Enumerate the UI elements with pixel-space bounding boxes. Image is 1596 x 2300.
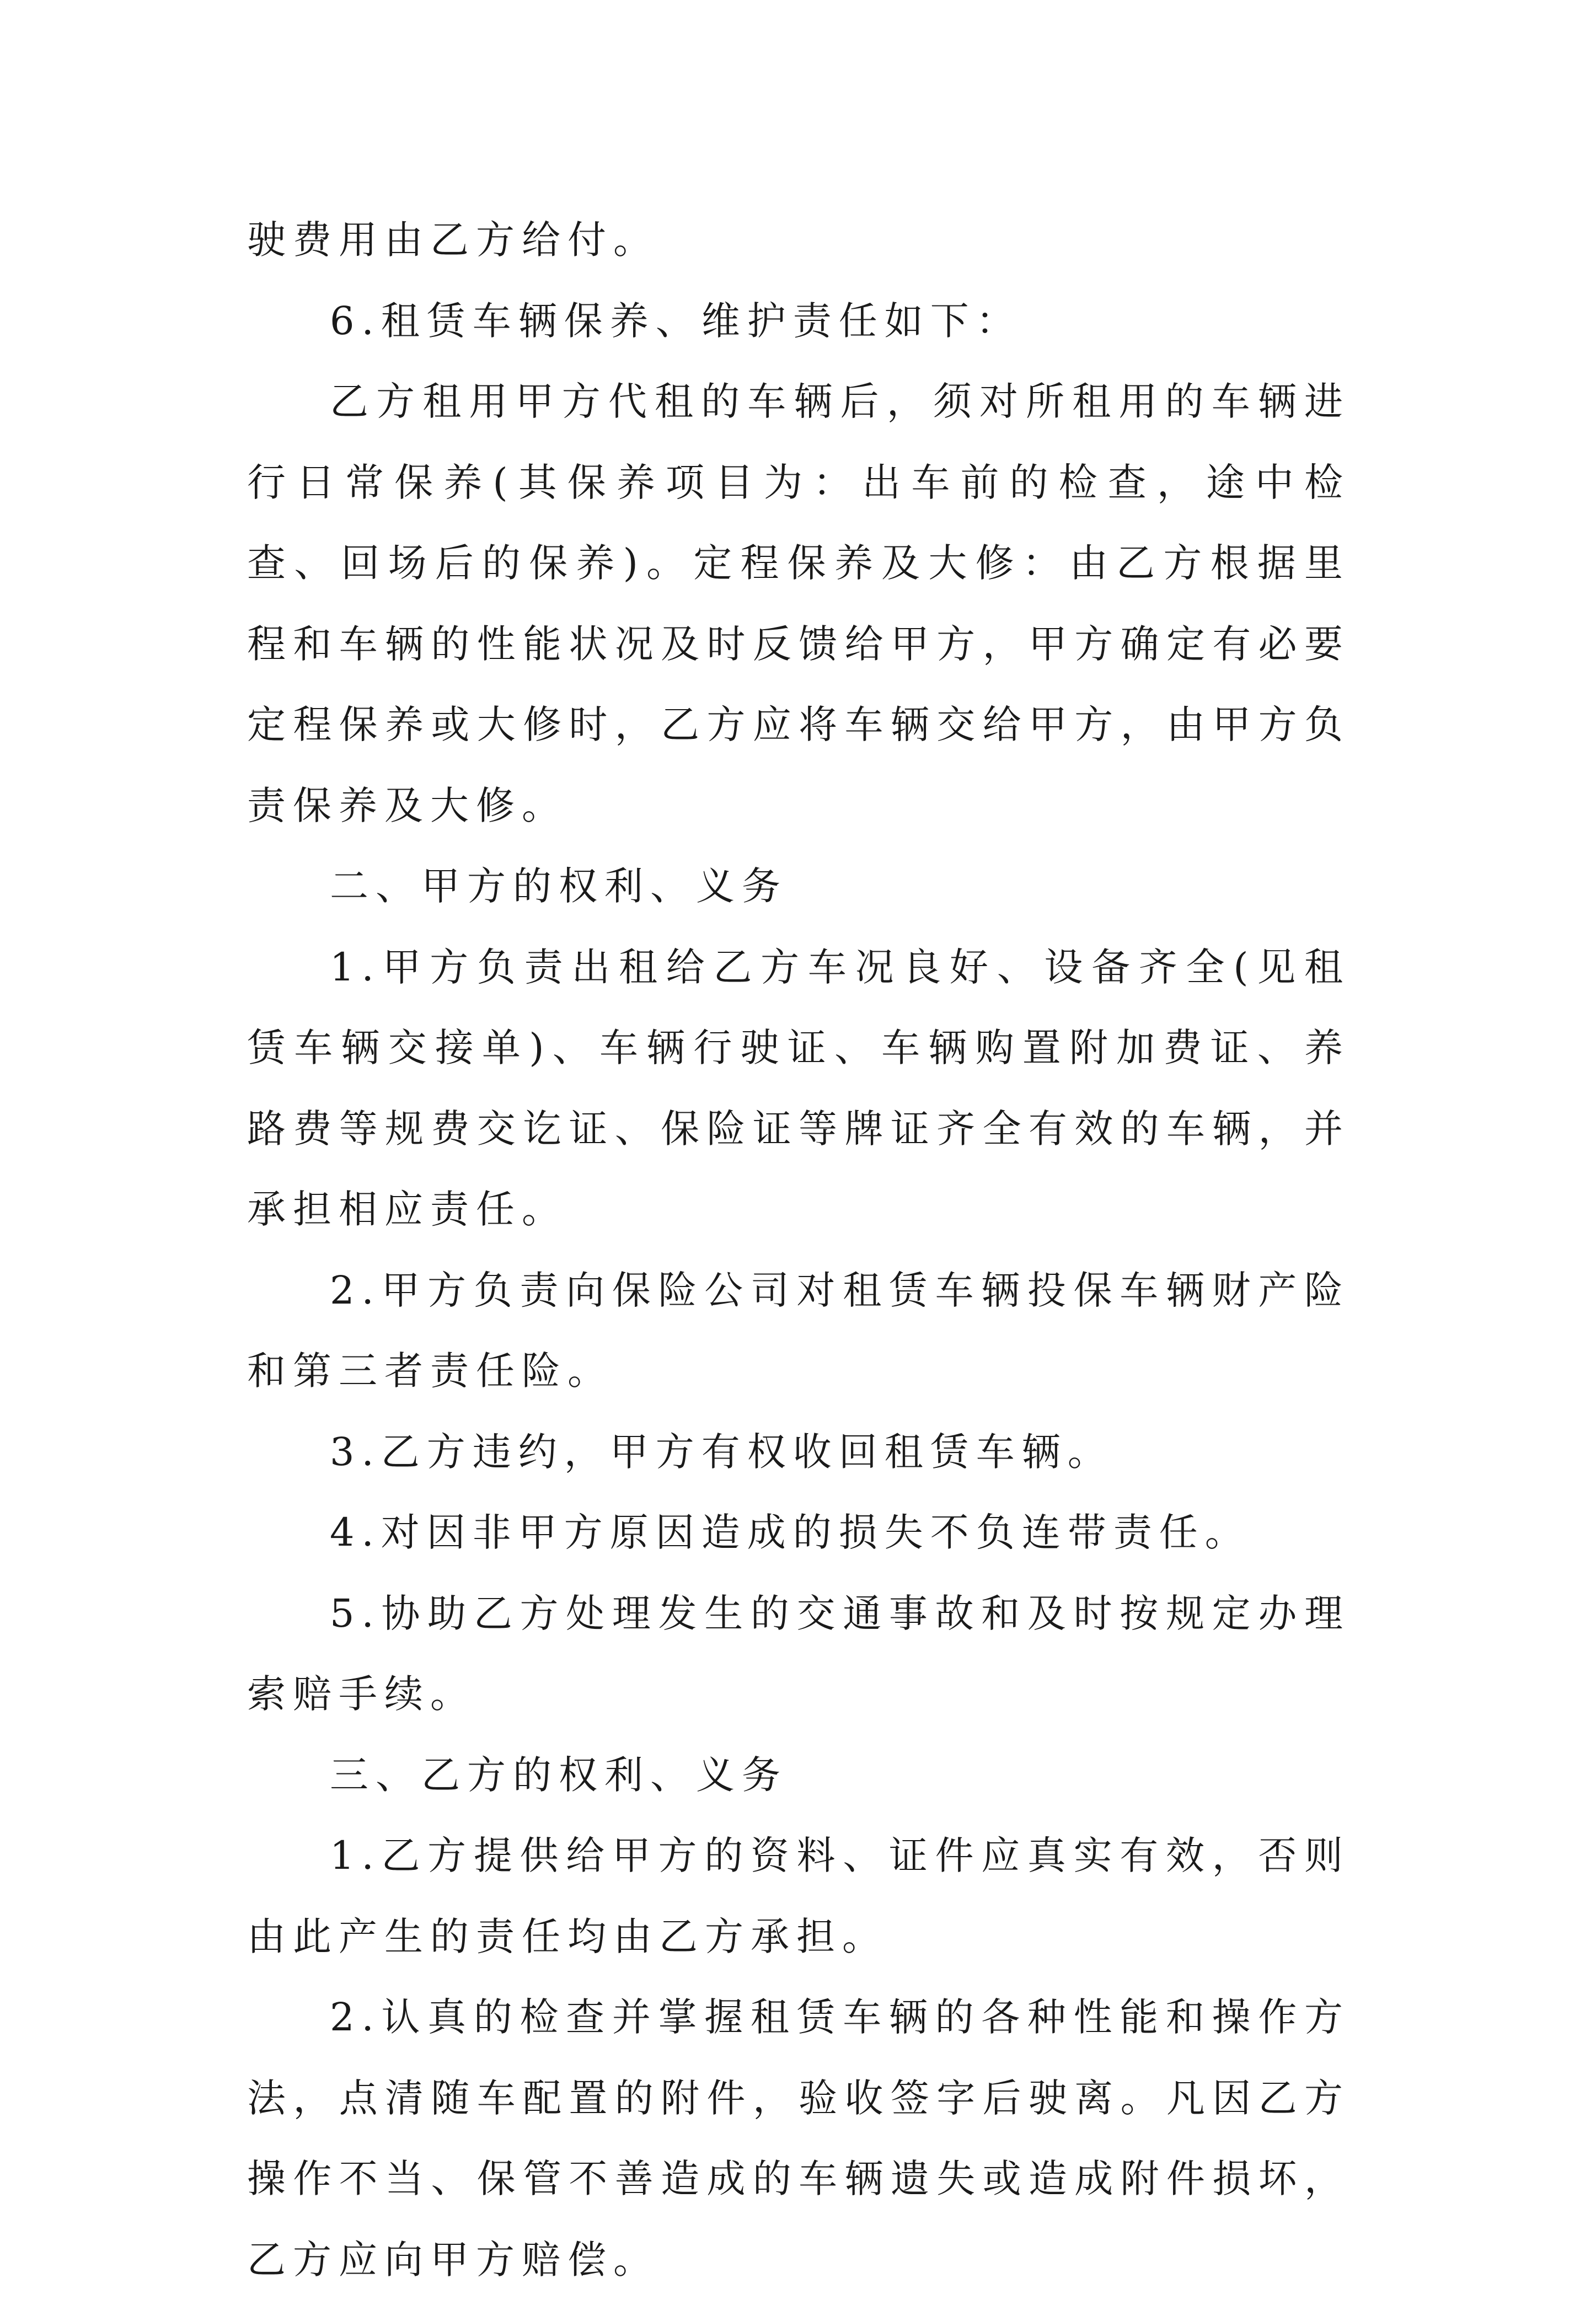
paragraph-maintenance: 乙方租用甲方代租的车辆后，须对所租用的车辆进行日常保养(其保养项目为：出车前的检查，途中检查、回场后的保养)。定程保养及大修：由乙方根据里程和车辆的性能状况及时反馈给甲方，甲方确定有必要定程保养或大修时，乙方应将车辆交给甲方，由甲方负责保养及大修。	[247, 379, 1350, 828]
paragraph-clause-6: 6.租赁车辆保养、维护责任如下：	[330, 298, 1022, 344]
paragraph-continuation: 驶费用由乙方给付。	[247, 217, 659, 262]
section-heading-party-b: 三、乙方的权利、义务	[330, 1752, 788, 1798]
paragraph-party-a-3: 3.乙方违约，甲方有权收回租赁车辆。	[330, 1429, 1113, 1475]
section-heading-party-a: 二、甲方的权利、义务	[330, 864, 788, 909]
paragraph-party-a-5: 5.协助乙方处理发生的交通事故和及时按规定办理索赔手续。	[247, 1590, 1350, 1717]
paragraph-party-b-2: 2.认真的检查并掌握租赁车辆的各种性能和操作方法，点清随车配置的附件，验收签字后驶离。凡因乙方操作不当、保管不善造成的车辆遗失或造成附件损坏，乙方应向甲方赔偿。	[247, 1995, 1350, 2282]
paragraph-party-a-4: 4.对因非甲方原因造成的损失不负连带责任。	[330, 1510, 1251, 1555]
paragraph-party-a-1: 1.甲方负责出租给乙方车况良好、设备齐全(见租赁车辆交接单)、车辆行驶证、车辆购置附加费证、养路费等规费交讫证、保险证等牌证齐全有效的车辆，并承担相应责任。	[247, 944, 1350, 1232]
document-body	[247, 200, 1350, 2300]
paragraph-party-a-2: 2.甲方负责向保险公司对租赁车辆投保车辆财产险和第三者责任险。	[247, 1267, 1350, 1393]
paragraph-party-b-1: 1.乙方提供给甲方的资料、证件应真实有效，否则由此产生的责任均由乙方承担。	[247, 1833, 1350, 1959]
